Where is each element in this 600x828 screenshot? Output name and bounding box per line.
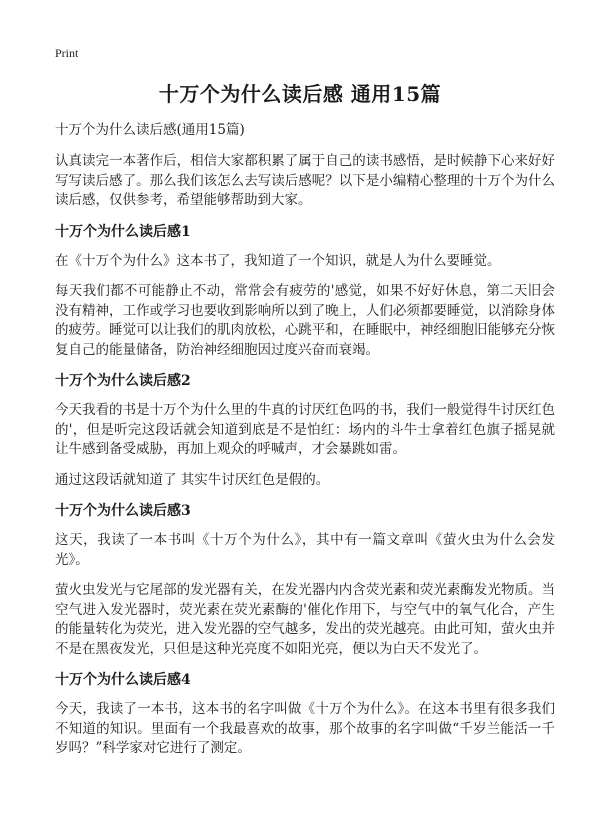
- print-link[interactable]: Print: [55, 46, 79, 60]
- section-2-paragraph-1: 今天我看的书是十万个为什么里的牛真的讨厌红色吗的书，我们一般觉得牛讨厌红色的'，但是听完这段话就会知道到底是不是怕红：场内的斗牛士拿着红色旗子摇晃就让牛感到备受威胁，再加上观众的呼喊声，才会暴跳如雷。: [55, 402, 555, 457]
- article-body: [55, 120, 555, 770]
- section-heading-2: 十万个为什么读后感2: [55, 373, 191, 389]
- section-1-paragraph-1: 在《十万个为什么》这本书了，我知道了一个知识，就是人为什么要睡觉。: [55, 252, 501, 269]
- section-1-paragraph-2: 每天我们都不可能静止不动，常常会有疲劳的'感觉，如果不好好休息，第二天旧会没有精神，工作或学习也要收到影响所以到了晚上，人们必须都要睡觉，以消除身体的疲劳。睡觉可以让我们的肌肉放松，心跳平和，在睡眠中，神经细胞旧能够充分恢复自己的能量储备，防治神经细胞因过度兴奋而衰竭。: [55, 283, 555, 358]
- section-4-paragraph-1: 今天，我读了一本书，这本书的名字叫做《十万个为什么》。在这本书里有很多我们不知道的知识。里面有一个我最喜欢的故事，那个故事的名字叫做“千岁兰能活一千岁吗？”科学家对它进行了测定。: [55, 701, 555, 756]
- section-3-paragraph-1: 这天，我读了一本书叫《十万个为什么》，其中有一篇文章叫《萤火虫为什么会发光》。: [55, 532, 555, 568]
- section-heading-3: 十万个为什么读后感3: [55, 503, 191, 519]
- section-3-paragraph-2: 萤火虫发光与它尾部的发光器有关，在发光器内内含荧光素和荧光素酶发光物质。当空气进入发光器时，荧光素在荧光素酶的'催化作用下，与空气中的氧气化合，产生的能量转化为荧光，进入发光器的空气越多，发出的荧光越亮。由此可知，萤火虫并不是在黑夜发光，只但是这种光亮度不如阳光亮，便以为白天不发光了。: [55, 582, 555, 657]
- intro-paragraph: 认真读完一本著作后，相信大家都积累了属于自己的读书感悟，是时候静下心来好好写写读后感了。那么我们该怎么去写读后感呢？以下是小编精心整理的十万个为什么读后感，仅供参考，希望能够帮助到大家。: [55, 153, 555, 208]
- section-heading-1: 十万个为什么读后感1: [55, 223, 191, 240]
- section-2-paragraph-2: 通过这段话就知道了 其实牛讨厌红色是假的。: [55, 471, 330, 488]
- page-title: 十万个为什么读后感 通用15篇: [158, 82, 442, 106]
- section-heading-4: 十万个为什么读后感4: [55, 672, 191, 688]
- article-subtitle: 十万个为什么读后感(通用15篇): [55, 122, 245, 138]
